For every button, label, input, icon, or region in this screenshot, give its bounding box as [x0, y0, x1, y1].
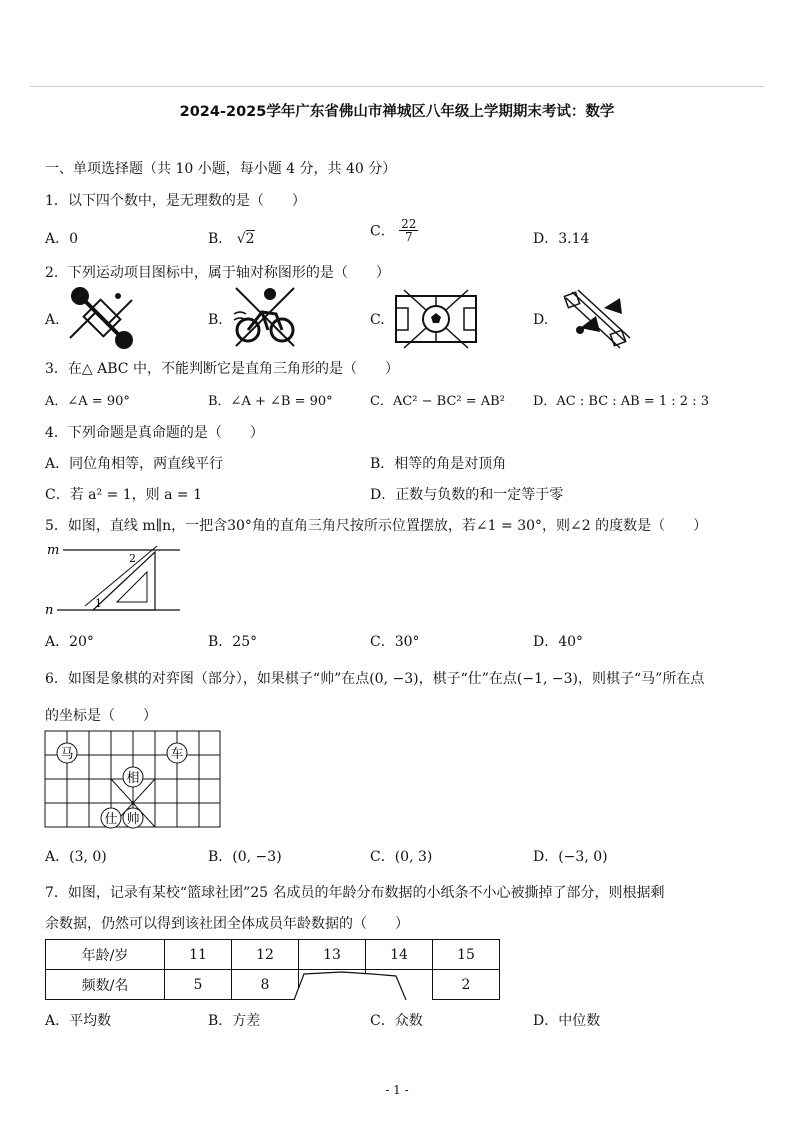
q7-stem-line2: 余数据，仍然可以得到该社团全体成员年龄数据的（ ）: [45, 916, 409, 932]
q2-option-a: A.: [45, 312, 60, 328]
fraction-denominator: 7: [404, 230, 413, 244]
q1-option-b-value: 2: [245, 231, 255, 247]
q7-stem-line1: 7．如图，记录有某校“篮球社团”25 名成员的年龄分布数据的小纸条不小心被撕掉了部分，则根据剩: [45, 885, 665, 901]
piece-xiang: 相: [126, 771, 140, 786]
q4-stem: 4．下列命题是真命题的是（ ）: [45, 425, 264, 441]
q5-option-a: A．20°: [45, 634, 94, 650]
fraction-numerator: 22: [401, 217, 417, 231]
football-icon: [394, 288, 478, 350]
q1-stem: 1．以下四个数中，是无理数的是（ ）: [45, 193, 306, 209]
q7-option-d: D．中位数: [533, 1013, 601, 1029]
q6-option-d: D．(−3, 0): [533, 849, 608, 865]
q4-option-a: A．同位角相等，两直线平行: [45, 456, 224, 472]
q3-stem: 3．在△ ABC 中，不能判断它是直角三角形的是（ ）: [45, 361, 399, 377]
q3-option-b: B．∠A + ∠B = 90°: [208, 394, 333, 409]
q6-option-a: A．(3, 0): [45, 849, 107, 865]
q5-option-c: C．30°: [370, 634, 420, 650]
page-title: 2024-2025学年广东省佛山市禅城区八年级上学期期末考试：数学: [179, 104, 615, 120]
line-m-label: m: [47, 543, 60, 558]
line-n-label: n: [45, 603, 54, 618]
piece-shuai: 帅: [126, 812, 140, 827]
torn-paper-edge: [292, 968, 414, 1002]
table-cell: 14: [366, 940, 433, 970]
q2-stem: 2．下列运动项目图标中，属于轴对称图形的是（ ）: [45, 265, 390, 281]
q1-option-b-label: B．: [208, 231, 233, 247]
q1-option-c-label: C．: [370, 223, 395, 240]
q2-option-d: D.: [533, 312, 549, 328]
q2-option-b: B.: [208, 312, 223, 328]
q4-option-d: D．正数与负数的和一定等于零: [370, 487, 564, 503]
q3-option-c: C．AC² − BC² = AB²: [370, 394, 505, 409]
angle-2-label: 2: [129, 552, 136, 565]
table-row: [46, 970, 500, 1000]
q5-stem: 5．如图，直线 m∥n，一把含30°角的直角三角尺按所示位置摆放，若∠1 = 30°，则∠2 的度数是（ ）: [45, 518, 708, 534]
piece-shi: 仕: [104, 812, 118, 827]
q1-option-a: A．0: [45, 231, 79, 247]
q6-option-b: B．(0, −3): [208, 849, 282, 865]
sqrt-symbol: √2: [236, 231, 255, 247]
chess-board-figure: [44, 730, 224, 832]
angle-1-label: 1: [95, 597, 102, 610]
q5-option-d: D．40°: [533, 634, 584, 650]
q6-stem-line1: 6．如图是象棋的对弈图（部分），如果棋子“帅”在点(0, −3)，棋子“仕”在点(−1, −3)，则棋子“马”所在点: [45, 671, 705, 687]
piece-che: 车: [170, 747, 184, 762]
table-tennis-icon: [66, 286, 138, 350]
q5-option-b: B．25°: [208, 634, 258, 650]
top-rule: [30, 86, 764, 87]
q4-option-c: C．若 a² = 1，则 a = 1: [45, 487, 202, 503]
parallel-lines-triangle-figure: [45, 538, 185, 618]
table-header-cell: 年龄/岁: [46, 940, 165, 970]
q4-option-b: B．相等的角是对顶角: [370, 456, 507, 472]
page-number: - 1 -: [385, 1083, 409, 1097]
q7-option-b: B．方差: [208, 1013, 261, 1029]
q3-option-d: D．AC : BC : AB = 1 : 2 : 3: [533, 394, 709, 409]
q6-stem-line2: 的坐标是（ ）: [45, 708, 157, 724]
q7-option-c: C．众数: [370, 1013, 423, 1029]
q7-option-a: A．平均数: [45, 1013, 112, 1029]
badminton-icon: [560, 288, 632, 350]
table-cell: 8: [232, 970, 299, 1000]
table-cell: 15: [433, 940, 500, 970]
q1-option-b: [208, 228, 255, 248]
age-frequency-table: [45, 939, 500, 1000]
table-cell: 11: [165, 940, 232, 970]
table-cell: 2: [433, 970, 500, 1000]
q1-option-c: [370, 218, 418, 243]
section-heading: 一、单项选择题（共 10 小题，每小题 4 分，共 40 分）: [45, 161, 397, 177]
table-cell: 13: [299, 940, 366, 970]
q1-option-d: D．3.14: [533, 231, 590, 247]
table-cell: 5: [165, 970, 232, 1000]
q2-option-c: C.: [370, 312, 385, 328]
q6-option-c: C．(0, 3): [370, 849, 433, 865]
piece-ma: 马: [60, 747, 74, 762]
table-header-cell: 频数/名: [46, 970, 165, 1000]
table-cell: 12: [232, 940, 299, 970]
cycling-icon: [232, 284, 298, 350]
q3-option-a: A．∠A = 90°: [45, 394, 130, 409]
fraction: [399, 218, 418, 243]
table-row: [46, 940, 500, 970]
